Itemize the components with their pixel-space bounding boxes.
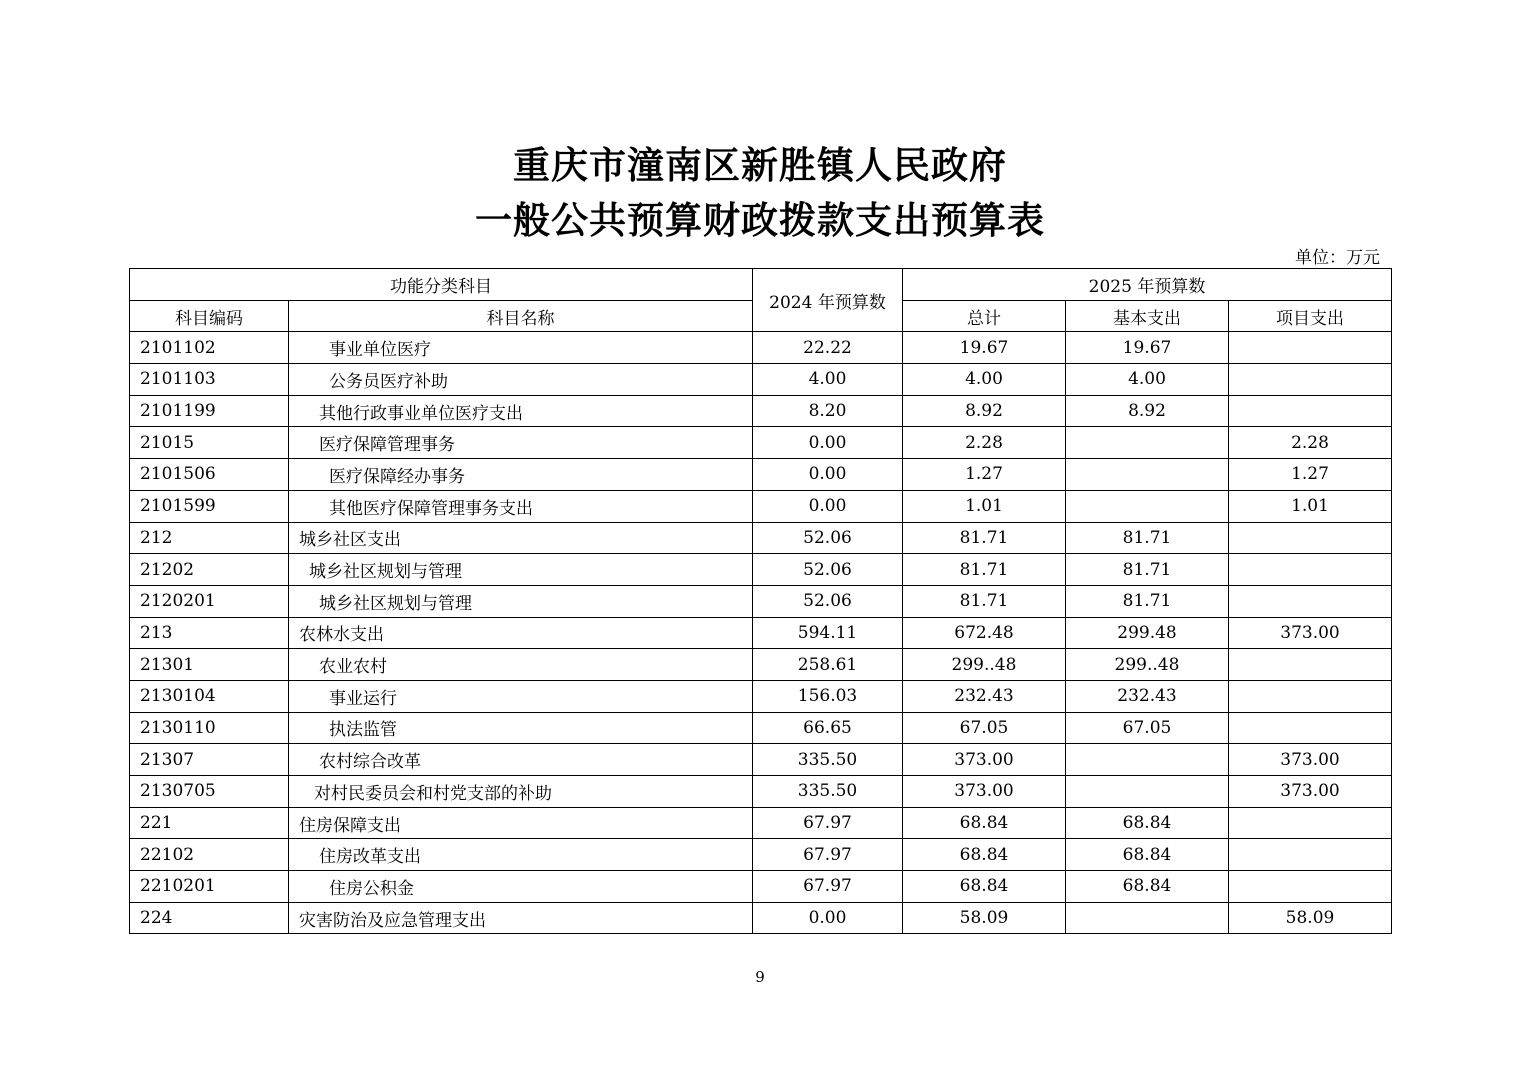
table-row bbox=[130, 395, 1392, 427]
table-row bbox=[130, 776, 1392, 808]
row-basic: 67.05 bbox=[1066, 712, 1229, 744]
row-basic: 19.67 bbox=[1066, 332, 1229, 364]
table-row bbox=[130, 522, 1392, 554]
row-basic: 68.84 bbox=[1066, 871, 1229, 903]
row-total: 81.71 bbox=[903, 585, 1066, 617]
row-budget-2024: 52.06 bbox=[753, 554, 903, 586]
table-body bbox=[130, 332, 1392, 934]
row-code: 221 bbox=[130, 807, 289, 839]
row-project: 58.09 bbox=[1229, 902, 1392, 934]
row-budget-2024: 0.00 bbox=[753, 459, 903, 491]
row-budget-2024: 52.06 bbox=[753, 585, 903, 617]
row-budget-2024: 66.65 bbox=[753, 712, 903, 744]
row-name: 其他行政事业单位医疗支出 bbox=[289, 395, 753, 427]
row-basic: 299.48 bbox=[1066, 617, 1229, 649]
row-code: 212 bbox=[130, 522, 289, 554]
row-name: 城乡社区规划与管理 bbox=[289, 585, 753, 617]
row-project bbox=[1229, 554, 1392, 586]
row-code: 2101599 bbox=[130, 490, 289, 522]
table-row bbox=[130, 680, 1392, 712]
row-basic: 81.71 bbox=[1066, 554, 1229, 586]
row-budget-2024: 0.00 bbox=[753, 427, 903, 459]
row-basic: 232.43 bbox=[1066, 680, 1229, 712]
row-name: 住房改革支出 bbox=[289, 839, 753, 871]
row-total: 373.00 bbox=[903, 744, 1066, 776]
row-code: 21015 bbox=[130, 427, 289, 459]
row-project bbox=[1229, 395, 1392, 427]
row-basic: 81.71 bbox=[1066, 585, 1229, 617]
row-budget-2024: 258.61 bbox=[753, 649, 903, 681]
row-code: 2101506 bbox=[130, 459, 289, 491]
table-row bbox=[130, 744, 1392, 776]
row-total: 81.71 bbox=[903, 522, 1066, 554]
table-row bbox=[130, 712, 1392, 744]
row-code: 2120201 bbox=[130, 585, 289, 617]
row-name: 灾害防治及应急管理支出 bbox=[289, 902, 753, 934]
row-basic bbox=[1066, 902, 1229, 934]
header-budget-2025: 2025 年预算数 bbox=[903, 269, 1392, 301]
header-code: 科目编码 bbox=[130, 300, 289, 332]
row-project bbox=[1229, 364, 1392, 396]
row-code: 22102 bbox=[130, 839, 289, 871]
row-name: 医疗保障经办事务 bbox=[289, 459, 753, 491]
row-name: 对村民委员会和村党支部的补助 bbox=[289, 776, 753, 808]
row-total: 1.01 bbox=[903, 490, 1066, 522]
row-budget-2024: 22.22 bbox=[753, 332, 903, 364]
row-project: 1.01 bbox=[1229, 490, 1392, 522]
row-name: 农业农村 bbox=[289, 649, 753, 681]
row-basic: 81.71 bbox=[1066, 522, 1229, 554]
row-basic: 4.00 bbox=[1066, 364, 1229, 396]
row-name: 事业单位医疗 bbox=[289, 332, 753, 364]
table-header-row-1 bbox=[130, 269, 1392, 301]
row-project bbox=[1229, 712, 1392, 744]
table-row bbox=[130, 649, 1392, 681]
row-budget-2024: 8.20 bbox=[753, 395, 903, 427]
row-name: 城乡社区规划与管理 bbox=[289, 554, 753, 586]
row-code: 21301 bbox=[130, 649, 289, 681]
row-total: 299..48 bbox=[903, 649, 1066, 681]
row-project: 2.28 bbox=[1229, 427, 1392, 459]
table-row bbox=[130, 364, 1392, 396]
row-total: 1.27 bbox=[903, 459, 1066, 491]
table-row bbox=[130, 871, 1392, 903]
row-budget-2024: 67.97 bbox=[753, 839, 903, 871]
row-code: 2130104 bbox=[130, 680, 289, 712]
row-total: 672.48 bbox=[903, 617, 1066, 649]
row-basic bbox=[1066, 459, 1229, 491]
table-row bbox=[130, 459, 1392, 491]
row-project bbox=[1229, 839, 1392, 871]
row-project bbox=[1229, 522, 1392, 554]
row-name: 其他医疗保障管理事务支出 bbox=[289, 490, 753, 522]
row-total: 19.67 bbox=[903, 332, 1066, 364]
row-project bbox=[1229, 680, 1392, 712]
table-row bbox=[130, 585, 1392, 617]
row-name: 住房公积金 bbox=[289, 871, 753, 903]
row-project bbox=[1229, 649, 1392, 681]
row-project: 373.00 bbox=[1229, 776, 1392, 808]
row-basic: 8.92 bbox=[1066, 395, 1229, 427]
row-project bbox=[1229, 807, 1392, 839]
row-total: 58.09 bbox=[903, 902, 1066, 934]
row-basic bbox=[1066, 776, 1229, 808]
row-project: 373.00 bbox=[1229, 744, 1392, 776]
row-budget-2024: 67.97 bbox=[753, 807, 903, 839]
row-code: 213 bbox=[130, 617, 289, 649]
row-basic: 68.84 bbox=[1066, 807, 1229, 839]
row-name: 执法监管 bbox=[289, 712, 753, 744]
row-project bbox=[1229, 871, 1392, 903]
row-name: 住房保障支出 bbox=[289, 807, 753, 839]
row-project: 373.00 bbox=[1229, 617, 1392, 649]
header-total: 总计 bbox=[903, 300, 1066, 332]
row-code: 2130110 bbox=[130, 712, 289, 744]
table-row bbox=[130, 332, 1392, 364]
row-code: 2130705 bbox=[130, 776, 289, 808]
row-total: 68.84 bbox=[903, 839, 1066, 871]
row-basic bbox=[1066, 744, 1229, 776]
table-row bbox=[130, 617, 1392, 649]
table-row bbox=[130, 490, 1392, 522]
header-functional-category: 功能分类科目 bbox=[130, 269, 753, 301]
row-name: 事业运行 bbox=[289, 680, 753, 712]
row-basic bbox=[1066, 427, 1229, 459]
row-basic: 299..48 bbox=[1066, 649, 1229, 681]
table-row bbox=[130, 427, 1392, 459]
header-budget-2024: 2024 年预算数 bbox=[753, 269, 903, 332]
row-total: 67.05 bbox=[903, 712, 1066, 744]
table-row bbox=[130, 902, 1392, 934]
row-basic: 68.84 bbox=[1066, 839, 1229, 871]
row-total: 232.43 bbox=[903, 680, 1066, 712]
row-budget-2024: 594.11 bbox=[753, 617, 903, 649]
unit-label: 单位：万元 bbox=[1295, 248, 1380, 268]
row-code: 2210201 bbox=[130, 871, 289, 903]
row-project bbox=[1229, 332, 1392, 364]
row-budget-2024: 0.00 bbox=[753, 490, 903, 522]
header-name: 科目名称 bbox=[289, 300, 753, 332]
row-total: 68.84 bbox=[903, 807, 1066, 839]
document-title-line2: 一般公共预算财政拨款支出预算表 bbox=[475, 198, 1045, 242]
row-basic bbox=[1066, 490, 1229, 522]
row-name: 城乡社区支出 bbox=[289, 522, 753, 554]
row-budget-2024: 335.50 bbox=[753, 776, 903, 808]
row-budget-2024: 67.97 bbox=[753, 871, 903, 903]
row-name: 公务员医疗补助 bbox=[289, 364, 753, 396]
row-code: 224 bbox=[130, 902, 289, 934]
row-total: 2.28 bbox=[903, 427, 1066, 459]
header-project: 项目支出 bbox=[1229, 300, 1392, 332]
row-total: 8.92 bbox=[903, 395, 1066, 427]
row-name: 农村综合改革 bbox=[289, 744, 753, 776]
row-code: 2101199 bbox=[130, 395, 289, 427]
page-number: 9 bbox=[755, 968, 765, 986]
row-budget-2024: 52.06 bbox=[753, 522, 903, 554]
row-code: 21307 bbox=[130, 744, 289, 776]
row-total: 4.00 bbox=[903, 364, 1066, 396]
row-project bbox=[1229, 585, 1392, 617]
row-total: 68.84 bbox=[903, 871, 1066, 903]
table-row bbox=[130, 839, 1392, 871]
row-name: 医疗保障管理事务 bbox=[289, 427, 753, 459]
header-basic: 基本支出 bbox=[1066, 300, 1229, 332]
row-code: 21202 bbox=[130, 554, 289, 586]
row-budget-2024: 156.03 bbox=[753, 680, 903, 712]
row-name: 农林水支出 bbox=[289, 617, 753, 649]
row-project: 1.27 bbox=[1229, 459, 1392, 491]
document-title-line1: 重庆市潼南区新胜镇人民政府 bbox=[513, 143, 1007, 187]
row-budget-2024: 335.50 bbox=[753, 744, 903, 776]
row-code: 2101103 bbox=[130, 364, 289, 396]
table-row bbox=[130, 807, 1392, 839]
row-budget-2024: 4.00 bbox=[753, 364, 903, 396]
row-total: 81.71 bbox=[903, 554, 1066, 586]
row-total: 373.00 bbox=[903, 776, 1066, 808]
table-row bbox=[130, 554, 1392, 586]
row-budget-2024: 0.00 bbox=[753, 902, 903, 934]
row-code: 2101102 bbox=[130, 332, 289, 364]
budget-table bbox=[129, 268, 1392, 934]
